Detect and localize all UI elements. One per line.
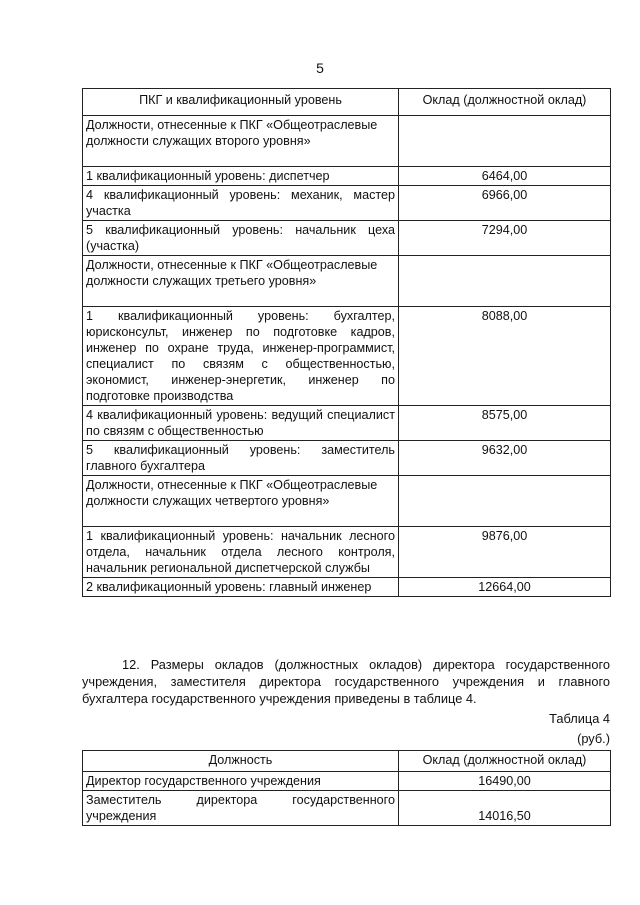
row-label: Директор государственного учреждения xyxy=(83,772,399,791)
row-label: Должности, отнесенные к ПКГ «Общеотраслевые должности служащих второго уровня» xyxy=(83,116,399,167)
row-label: 5 квалификационный уровень: начальник цеха (участка) xyxy=(83,221,399,256)
table-row xyxy=(83,527,611,578)
row-label: Должности, отнесенные к ПКГ «Общеотраслевые должности служащих третьего уровня» xyxy=(83,256,399,307)
salary-table-management xyxy=(82,750,611,826)
row-label: 2 квалификационный уровень: главный инженер xyxy=(83,578,399,597)
salary-table-pkg xyxy=(82,88,611,597)
row-value: 6464,00 xyxy=(399,167,611,186)
page-number: 5 xyxy=(316,60,324,76)
row-value: 6966,00 xyxy=(399,186,611,221)
header-salary: Оклад (должностной оклад) xyxy=(399,89,611,116)
table-row xyxy=(83,406,611,441)
table-header-row xyxy=(83,89,611,116)
row-label: 1 квалификационный уровень: начальник лесного отдела, начальник отдела лесного контроля, начальник региональной диспетчерской службы xyxy=(83,527,399,578)
table-row xyxy=(83,167,611,186)
table-row xyxy=(83,441,611,476)
row-label: Должности, отнесенные к ПКГ «Общеотраслевые должности служащих четвертого уровня» xyxy=(83,476,399,527)
row-value: 9632,00 xyxy=(399,441,611,476)
row-label: Заместитель директора государственного учреждения xyxy=(83,791,399,826)
table-4-label: Таблица 4 xyxy=(549,711,610,726)
row-label: 1 квалификационный уровень: бухгалтер, юрисконсульт, инженер по подготовке кадров, инженер по охране труда, инженер-программист, специалист по связям с общественностью, экономист, инженер-энергетик, инженер по подготовке производства xyxy=(83,307,399,406)
row-label: 5 квалификационный уровень: заместитель главного бухгалтера xyxy=(83,441,399,476)
row-value: 12664,00 xyxy=(399,578,611,597)
row-value xyxy=(399,256,611,307)
row-value: 8088,00 xyxy=(399,307,611,406)
row-label: 1 квалификационный уровень: диспетчер xyxy=(83,167,399,186)
table-row xyxy=(83,476,611,527)
table-row xyxy=(83,256,611,307)
header-position: Должность xyxy=(83,751,399,772)
header-salary: Оклад (должностной оклад) xyxy=(399,751,611,772)
row-label: 4 квалификационный уровень: ведущий специалист по связям с общественностью xyxy=(83,406,399,441)
row-value: 14016,50 xyxy=(399,791,611,826)
currency-unit-label: (руб.) xyxy=(577,731,610,746)
row-value xyxy=(399,116,611,167)
paragraph-12: 12. Размеры окладов (должностных окладов) директора государственного учреждения, заместителя директора государственного учреждения и главного бухгалтера государственного учреждения приведены в таблице 4. xyxy=(82,657,610,706)
table-header-row xyxy=(83,751,611,772)
table-row xyxy=(83,307,611,406)
table-row xyxy=(83,791,611,826)
row-value xyxy=(399,476,611,527)
row-value: 8575,00 xyxy=(399,406,611,441)
table-row xyxy=(83,221,611,256)
table-row xyxy=(83,186,611,221)
table-row xyxy=(83,772,611,791)
header-pkg-level: ПКГ и квалификационный уровень xyxy=(83,89,399,116)
table-row xyxy=(83,116,611,167)
row-value: 9876,00 xyxy=(399,527,611,578)
row-value: 7294,00 xyxy=(399,221,611,256)
table-row xyxy=(83,578,611,597)
row-label: 4 квалификационный уровень: механик, мастер участка xyxy=(83,186,399,221)
row-value: 16490,00 xyxy=(399,772,611,791)
